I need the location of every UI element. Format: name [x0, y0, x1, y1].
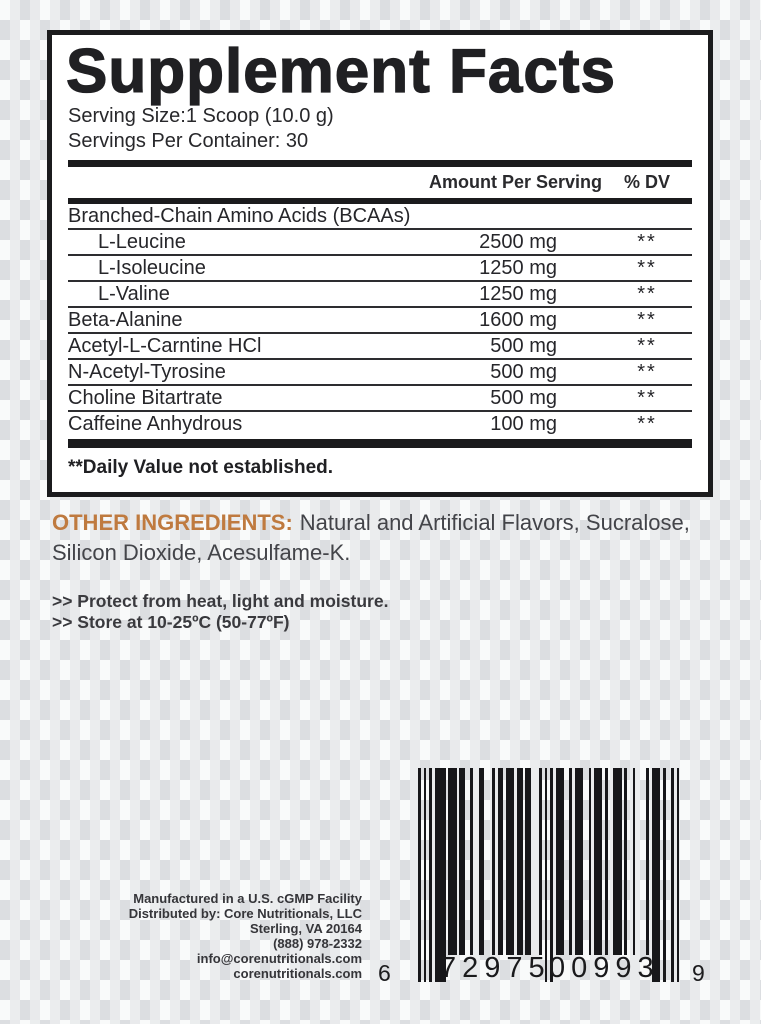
barcode-bars — [418, 768, 680, 982]
distributor-line: (888) 978-2332 — [273, 936, 362, 951]
ingredient-dv: ** — [637, 412, 657, 435]
barcode-right-group: 00993 — [549, 952, 660, 984]
table-row — [68, 254, 692, 280]
barcode-left-group: 72975 — [440, 952, 551, 984]
other-ingredients-text: Natural and Artificial Flavors, Sucralose, Silicon Dioxide, Acesulfame-K. — [52, 510, 690, 565]
column-header-amount: Amount Per Serving — [428, 172, 602, 193]
divider-thick-bottom — [68, 439, 692, 448]
ingredient-amount: 100 mg — [490, 412, 557, 435]
ingredient-name: Beta-Alanine — [68, 308, 183, 331]
table-row — [68, 306, 692, 332]
serving-size: Serving Size:1 Scoop (10.0 g) — [68, 105, 334, 128]
storage-line: >> Store at 10-25ºC (50-77ºF) — [52, 612, 290, 632]
ingredient-amount: 1600 mg — [479, 308, 557, 331]
ingredient-amount: 1250 mg — [479, 282, 557, 305]
ingredient-name: L-Leucine — [98, 230, 186, 253]
distributor-line: info@corenutritionals.com — [196, 951, 362, 966]
ingredient-name: N-Acetyl-Tyrosine — [68, 360, 226, 383]
ingredient-amount: 500 mg — [490, 334, 557, 357]
ingredient-dv: ** — [637, 282, 657, 305]
storage-line: >> Protect from heat, light and moisture. — [52, 591, 389, 611]
supplement-facts-panel — [47, 30, 713, 497]
storage-instructions — [52, 591, 388, 633]
ingredient-amount: 1250 mg — [479, 256, 557, 279]
ingredient-amount: 500 mg — [490, 386, 557, 409]
panel-title: Supplement Facts — [66, 37, 616, 106]
distributor-line: corenutritionals.com — [233, 966, 362, 981]
ingredient-amount: 2500 mg — [479, 230, 557, 253]
ingredient-name: L-Valine — [98, 282, 170, 305]
barcode-left-digit: 6 — [378, 960, 391, 986]
divider-thick-top — [68, 160, 692, 167]
distributor-line: Sterling, VA 20164 — [250, 921, 362, 936]
other-ingredients — [52, 508, 692, 568]
column-header-row — [68, 167, 692, 198]
table-row — [68, 410, 692, 436]
ingredient-dv: ** — [637, 308, 657, 331]
upc-barcode — [378, 768, 705, 990]
table-row — [68, 384, 692, 410]
table-row — [68, 280, 692, 306]
ingredient-dv: ** — [637, 230, 657, 253]
barcode-right-digit: 9 — [692, 960, 705, 986]
ingredient-name: Choline Bitartrate — [68, 386, 223, 409]
ingredient-dv: ** — [637, 386, 657, 409]
column-header-dv: % DV — [623, 172, 670, 193]
table-row — [68, 358, 692, 384]
table-row — [68, 228, 692, 254]
distributor-line: Manufactured in a U.S. cGMP Facility — [133, 891, 362, 906]
ingredient-amount: 500 mg — [490, 360, 557, 383]
other-ingredients-heading: OTHER INGREDIENTS: — [52, 510, 293, 535]
ingredient-name: L-Isoleucine — [98, 256, 206, 279]
ingredient-dv: ** — [637, 256, 657, 279]
distributor-info — [52, 891, 362, 981]
ingredient-name: Acetyl-L-Carntine HCl — [68, 334, 262, 357]
ingredient-dv: ** — [637, 360, 657, 383]
ingredient-dv: ** — [637, 334, 657, 357]
table-row — [68, 332, 692, 358]
servings-per-container: Servings Per Container: 30 — [68, 130, 309, 153]
daily-value-footnote: **Daily Value not established. — [68, 457, 334, 479]
table-row — [68, 204, 692, 228]
ingredient-name: Branched-Chain Amino Acids (BCAAs) — [68, 204, 411, 227]
ingredient-name: Caffeine Anhydrous — [68, 412, 243, 435]
distributor-line: Distributed by: Core Nutritionals, LLC — [128, 906, 362, 921]
